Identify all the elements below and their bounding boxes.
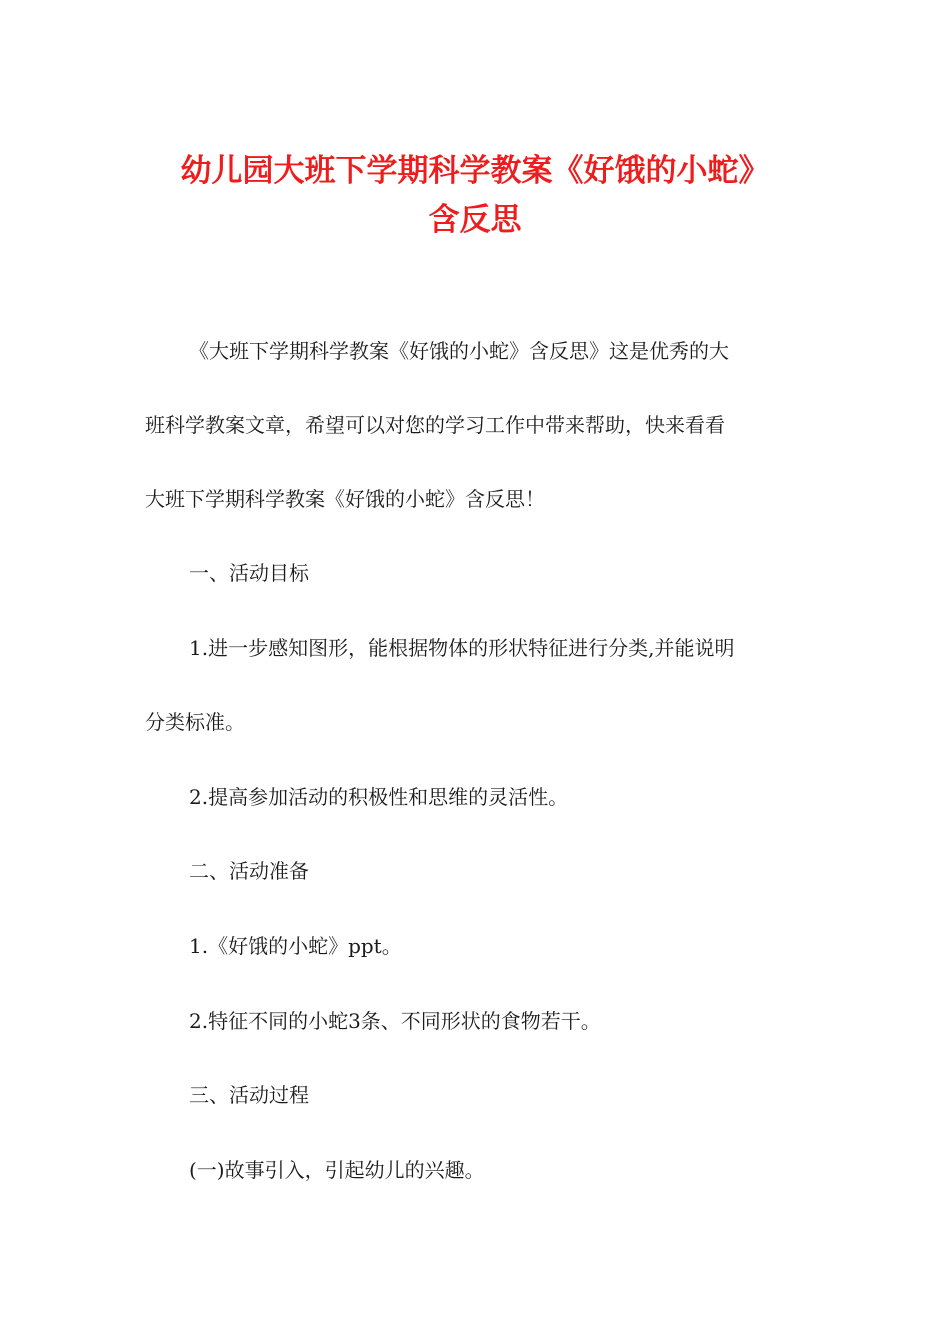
- intro-line-3: 大班下学期科学教案《好饿的小蛇》含反思！: [145, 487, 545, 511]
- intro-line-1: 《大班下学期科学教案《好饿的小蛇》含反思》这是优秀的大: [189, 339, 729, 363]
- document-title-line-1: 幼儿园大班下学期科学教案《好饿的小蛇》: [180, 153, 770, 189]
- section-heading-process: 三、活动过程: [189, 1083, 309, 1107]
- preparation-2: 2.特征不同的小蛇3条、不同形状的食物若干。: [189, 1009, 601, 1033]
- goal-1-line-2: 分类标准。: [145, 710, 245, 734]
- section-heading-preparation: 二、活动准备: [189, 859, 309, 883]
- preparation-1: 1.《好饿的小蛇》ppt。: [189, 934, 402, 958]
- process-step-1: (一)故事引入，引起幼儿的兴趣。: [189, 1158, 485, 1182]
- goal-2: 2.提高参加活动的积极性和思维的灵活性。: [189, 785, 569, 809]
- document-title-line-2: 含反思: [428, 202, 522, 238]
- intro-line-2: 班科学教案文章，希望可以对您的学习工作中带来帮助，快来看看: [145, 413, 725, 437]
- goal-1-line-1: 1.进一步感知图形，能根据物体的形状特征进行分类,并能说明: [189, 636, 735, 660]
- section-heading-goals: 一、活动目标: [189, 561, 309, 585]
